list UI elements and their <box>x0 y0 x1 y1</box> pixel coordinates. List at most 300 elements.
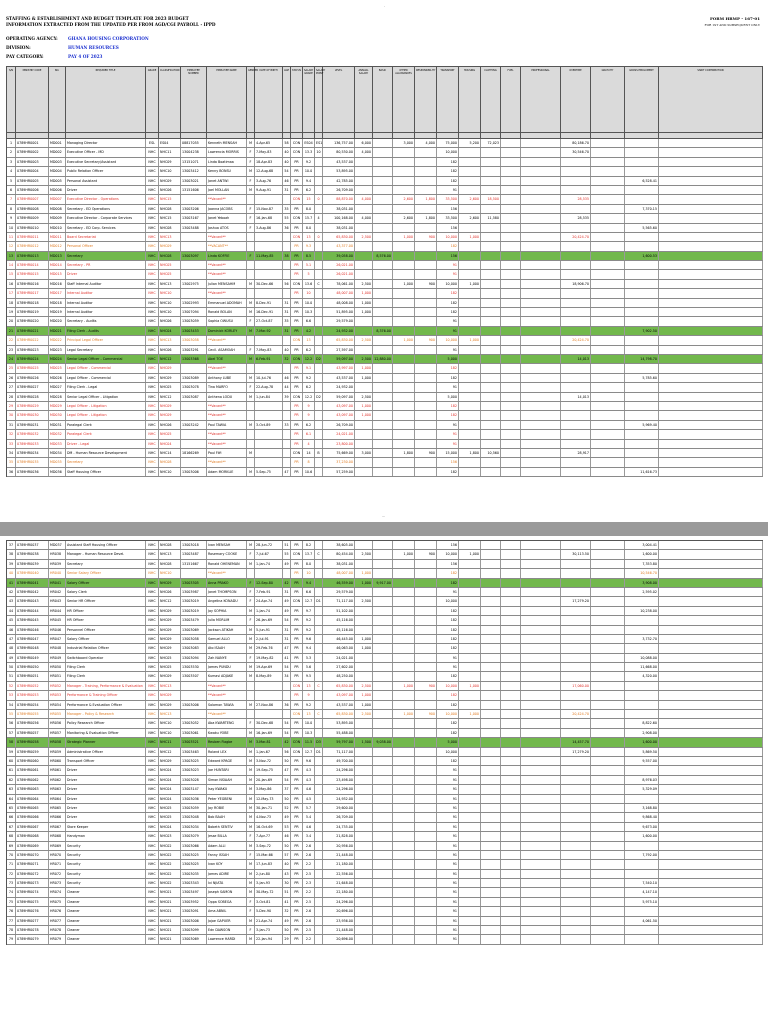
cell-name: Solomon TAWIA <box>207 701 247 709</box>
cell-name: Linda Boatimaa <box>207 158 247 166</box>
cell-no: MD037 <box>49 541 66 549</box>
cell-title: Filing Clerk <box>66 672 146 680</box>
cell-a5: 10,000 <box>437 748 459 756</box>
cell-no: MD013 <box>49 252 66 260</box>
table-row <box>7 550 763 559</box>
cell-salary: 80,454.00 <box>323 550 355 558</box>
cell-grade: NHC14 <box>159 449 181 457</box>
cell-cls: NHC <box>146 289 159 297</box>
cell-a7 <box>481 644 501 652</box>
cell-title: Security <box>66 870 146 878</box>
cell-dob <box>255 710 283 718</box>
cell-a5: 91 <box>437 823 459 831</box>
cell-cls: NHC <box>146 242 159 250</box>
cell-age: 44 <box>283 383 291 391</box>
cell-age: 37 <box>283 785 291 793</box>
cell-grade: NHC06 <box>159 588 181 596</box>
cell-a2 <box>373 804 393 812</box>
division-label: DIVISION: <box>6 45 31 50</box>
cell-age: 31 <box>283 299 291 307</box>
cell-blank2 <box>591 757 625 765</box>
cell-emp: 13003058 <box>181 336 207 344</box>
cell-t2 <box>625 393 659 401</box>
cell-a3 <box>393 776 415 784</box>
cell-a2 <box>373 729 393 737</box>
cell-a5: 10,000 <box>437 148 459 156</box>
cell-a5: 182 <box>437 289 459 297</box>
cell-salary: 42,785.00 <box>323 177 355 185</box>
cell-no: MD008 <box>49 205 66 213</box>
cell-a2: 9,917.00 <box>373 579 393 587</box>
cell-grade: NHC05 <box>159 804 181 812</box>
column-header: DATE OF BIRTH <box>255 67 283 132</box>
cell-a8 <box>501 449 521 457</box>
cell-t2 <box>625 766 659 774</box>
cell-salary: 24,735.00 <box>323 823 355 831</box>
cell-cls: NHC <box>146 233 159 241</box>
cell-cls: NHC <box>146 729 159 737</box>
cell-a3 <box>393 654 415 662</box>
cell-a6: 1,000 <box>459 336 481 344</box>
cell-blank1 <box>521 691 561 699</box>
cell-st: CON <box>291 148 303 156</box>
cell-code: 0789HR0031 <box>16 421 49 429</box>
cell-a3 <box>393 870 415 878</box>
cell-salary: 46,559.00 <box>323 579 355 587</box>
cell-g: M <box>247 560 255 568</box>
cell-a1 <box>355 167 373 175</box>
cell-emp: 13003521 <box>181 738 207 746</box>
cell-sg: 8.2 <box>303 541 315 549</box>
cell-g: M <box>247 635 255 643</box>
cell-a2 <box>373 795 393 803</box>
cell-a2 <box>373 364 393 372</box>
cell-title: Security <box>66 860 146 868</box>
cell-age: 50 <box>283 926 291 934</box>
cell-name: Aba KWARTENG <box>207 719 247 727</box>
cell-a4 <box>415 205 437 213</box>
cell-blank2 <box>591 738 625 746</box>
cell-a6 <box>459 588 481 596</box>
cell-a3 <box>393 823 415 831</box>
cell-salary: 20,696.00 <box>323 907 355 915</box>
cell-st: PR <box>291 701 303 709</box>
cell-g: F <box>247 851 255 859</box>
cell-a8 <box>501 233 521 241</box>
cell-blank1 <box>521 261 561 269</box>
cell-t3 <box>659 907 763 915</box>
cell-grade: NHC09 <box>159 701 181 709</box>
cell-n: 16 <box>7 280 16 288</box>
cell-grade: NHC06 <box>159 186 181 194</box>
cell-title: Executive Director - Corporate Services <box>66 214 146 222</box>
table-row <box>7 421 763 430</box>
cell-a8 <box>501 748 521 756</box>
cell-a7 <box>481 710 501 718</box>
cell-blank1 <box>521 327 561 335</box>
cell-salary: 22,180.00 <box>323 888 355 896</box>
cell-name: Ivan MENSAH <box>207 541 247 549</box>
cell-g: M <box>247 607 255 615</box>
cell-cls: NHC <box>146 663 159 671</box>
cell-t3 <box>659 308 763 316</box>
cell-a2 <box>373 148 393 156</box>
cell-st: PR <box>291 167 303 175</box>
cell-a6 <box>459 289 481 297</box>
cell-sp <box>315 421 323 429</box>
cell-g: M <box>247 541 255 549</box>
cell-dob: 1-Jan-67 <box>255 748 283 756</box>
cell-n: 2 <box>7 148 16 156</box>
cell-t3 <box>659 233 763 241</box>
cell-name: Reuben Fiagbe <box>207 738 247 746</box>
cell-a8 <box>501 719 521 727</box>
cell-t1: 18,906.70 <box>561 280 591 288</box>
table-row <box>7 776 763 785</box>
cell-name: Edn DAWSON <box>207 926 247 934</box>
cell-a3 <box>393 860 415 868</box>
cell-blank1 <box>521 158 561 166</box>
cell-emp <box>181 691 207 699</box>
cell-dob: 3-Aug-76 <box>255 177 283 185</box>
cell-salary: 24,296.00 <box>323 898 355 906</box>
cell-a4 <box>415 346 437 354</box>
table-row <box>7 449 763 458</box>
cell-name: Kenny BONSU <box>207 167 247 175</box>
cell-name: Jojoe GAPUER <box>207 917 247 925</box>
cell-t3 <box>659 701 763 709</box>
column-header: S/N <box>7 67 16 132</box>
cell-dob <box>255 449 283 457</box>
cell-grade: NHC12 <box>159 393 181 401</box>
cell-grade: NHC09 <box>159 644 181 652</box>
cell-t1 <box>561 588 591 596</box>
cell-grade: NHC12 <box>159 355 181 363</box>
cell-a6: 1,000 <box>459 233 481 241</box>
cell-sg: 13 <box>303 682 315 690</box>
cell-sg: 9.3 <box>303 242 315 250</box>
cell-grade: NHC09 <box>159 672 181 680</box>
agency-value: GHANA HOUSING CORPORATION <box>68 36 149 41</box>
cell-sp: B <box>315 449 323 457</box>
cell-emp <box>181 682 207 690</box>
cell-emp: 13003018 <box>181 541 207 549</box>
cell-blank2 <box>591 411 625 419</box>
cell-st: PR <box>291 364 303 372</box>
cell-grade: NHC09 <box>159 411 181 419</box>
cell-grade: NHC09 <box>159 242 181 250</box>
cell-sg: 8 <box>303 458 315 466</box>
cell-a2 <box>373 597 393 605</box>
cell-name: Zah NANYE <box>207 654 247 662</box>
cell-age: 56 <box>283 748 291 756</box>
cell-a7 <box>481 421 501 429</box>
cell-t2 <box>625 710 659 718</box>
cell-a4 <box>415 795 437 803</box>
cell-cls: NHC <box>146 177 159 185</box>
cell-a8 <box>501 766 521 774</box>
cell-a1 <box>355 588 373 596</box>
cell-blank1 <box>521 205 561 213</box>
cell-blank1 <box>521 289 561 297</box>
cell-a6 <box>459 870 481 878</box>
cell-a8 <box>501 550 521 558</box>
cell-st: PR <box>291 785 303 793</box>
cell-g: F <box>247 205 255 213</box>
cell-a8 <box>501 393 521 401</box>
cell-a8 <box>501 813 521 821</box>
cell-a7 <box>481 842 501 850</box>
cell-n: 6 <box>7 186 16 194</box>
cell-blank1 <box>521 299 561 307</box>
cell-t3 <box>659 898 763 906</box>
cell-sp: D2 <box>315 393 323 401</box>
cell-a6 <box>459 785 481 793</box>
cell-t2 <box>625 907 659 915</box>
cell-no: HR049 <box>49 654 66 662</box>
cell-a7 <box>481 233 501 241</box>
cell-sg: 9 <box>303 411 315 419</box>
cell-no: HR073 <box>49 879 66 887</box>
cell-t2: 2,595.02 <box>625 588 659 596</box>
cell-a1 <box>355 158 373 166</box>
cell-t1 <box>561 440 591 448</box>
cell-a8 <box>501 186 521 194</box>
cell-no: MD004 <box>49 167 66 175</box>
cell-salary: 46,063.00 <box>323 644 355 652</box>
cell-title: Secretary <box>66 560 146 568</box>
cell-emp: 13003097 <box>181 252 207 260</box>
cell-a8 <box>501 458 521 466</box>
cell-t2: 5,565.60 <box>625 224 659 232</box>
cell-age: 40 <box>283 860 291 868</box>
cell-a3 <box>393 468 415 476</box>
cell-a3 <box>393 626 415 634</box>
cell-t1 <box>561 224 591 232</box>
cell-code: 0789HR0078 <box>16 926 49 934</box>
table-row <box>7 402 763 411</box>
cell-emp <box>181 411 207 419</box>
cell-dob <box>255 270 283 278</box>
cell-sg: 10.6 <box>303 468 315 476</box>
cell-t1 <box>561 832 591 840</box>
cell-cls: NHC <box>146 842 159 850</box>
cell-g: M <box>247 935 255 943</box>
cell-cls: NHC <box>146 719 159 727</box>
cell-n: 28 <box>7 393 16 401</box>
cell-salary: 21,180.00 <box>323 860 355 868</box>
cell-a2 <box>373 458 393 466</box>
cell-a2 <box>373 167 393 175</box>
cell-g: M <box>247 860 255 868</box>
cell-a6 <box>459 383 481 391</box>
cell-age: 49 <box>283 813 291 821</box>
cell-a6 <box>459 167 481 175</box>
title-line-2: INFORMATION EXTRACTED FROM THE UPDATED PER FROM AGD/CGI PAYROLL - IPPD <box>6 22 216 27</box>
cell-name: Peter YEGBENI <box>207 795 247 803</box>
cell-g: M <box>247 449 255 457</box>
cell-g: F <box>247 597 255 605</box>
cell-name: Anthena LODU <box>207 393 247 401</box>
cell-t2 <box>625 280 659 288</box>
cell-a3 <box>393 440 415 448</box>
table-row <box>7 926 763 935</box>
cell-age: 54 <box>283 776 291 784</box>
cell-name: Ronald OHENEMAN <box>207 560 247 568</box>
cell-no: MD011 <box>49 233 66 241</box>
cell-t3 <box>659 616 763 624</box>
cell-a4 <box>415 374 437 382</box>
cell-title: Legal Officer - Litigation <box>66 402 146 410</box>
cell-t1: 80,186.70 <box>561 139 591 147</box>
cell-salary: 26,709.00 <box>323 186 355 194</box>
cell-a1 <box>355 242 373 250</box>
cell-a2 <box>373 907 393 915</box>
cell-t2: 9,557.00 <box>625 757 659 765</box>
cell-age <box>283 710 291 718</box>
cell-a8 <box>501 907 521 915</box>
cell-a5: 182 <box>437 158 459 166</box>
cell-t1: 20,424.70 <box>561 233 591 241</box>
cell-a5: 15,000 <box>437 449 459 457</box>
cell-blank1 <box>521 597 561 605</box>
cell-no: HR039 <box>49 560 66 568</box>
cell-title: Secretary - PR <box>66 261 146 269</box>
cell-sg: 4.3 <box>303 776 315 784</box>
cell-salary: 21,448.00 <box>323 926 355 934</box>
cell-t3 <box>659 355 763 363</box>
cell-blank2 <box>591 672 625 680</box>
cell-st: PR <box>291 729 303 737</box>
cell-a2 <box>373 776 393 784</box>
cell-a5: 33,500 <box>437 195 459 203</box>
cell-grade: NHC10 <box>159 299 181 307</box>
cell-salary: 29,579.00 <box>323 588 355 596</box>
cell-t2 <box>625 242 659 250</box>
cell-a7 <box>481 224 501 232</box>
cell-t3 <box>659 635 763 643</box>
cell-sg: 9.2 <box>303 701 315 709</box>
cell-a1: 2,500 <box>355 710 373 718</box>
cell-grade: NHC02 <box>159 851 181 859</box>
cell-emp: 13003034 <box>181 823 207 831</box>
cell-a8 <box>501 148 521 156</box>
cell-a8 <box>501 289 521 297</box>
cell-t3 <box>659 917 763 925</box>
cell-cls: NHC <box>146 766 159 774</box>
cell-salary: 43,097.00 <box>323 402 355 410</box>
cell-t2 <box>625 842 659 850</box>
cell-code: 0789HR0033 <box>16 440 49 448</box>
column-header: ANNUAL SALARY <box>355 67 373 132</box>
column-number-cell <box>393 133 415 138</box>
cell-name: Samuel ALLO <box>207 635 247 643</box>
cell-a5: 182 <box>437 242 459 250</box>
cell-a5: 91 <box>437 785 459 793</box>
cell-name: Abel TOE <box>207 355 247 363</box>
cell-sp: D1 <box>315 748 323 756</box>
cell-t2 <box>625 214 659 222</box>
cell-sp <box>315 177 323 185</box>
cell-a4 <box>415 383 437 391</box>
cell-a8 <box>501 167 521 175</box>
cell-a3 <box>393 167 415 175</box>
cell-a7 <box>481 813 501 821</box>
cell-blank2 <box>591 560 625 568</box>
cell-sg: 4.2 <box>303 327 315 335</box>
cell-cls: NHC <box>146 682 159 690</box>
cell-sg: 13.7 <box>303 550 315 558</box>
cell-a5: 91 <box>437 421 459 429</box>
cell-grade: NHC04 <box>159 776 181 784</box>
cell-age: 31 <box>283 626 291 634</box>
column-header: STATUS <box>291 67 303 132</box>
cell-a4 <box>415 719 437 727</box>
table-row <box>7 879 763 888</box>
cell-g: F <box>247 383 255 391</box>
cell-grade: NHC05 <box>159 270 181 278</box>
cell-t1 <box>561 458 591 466</box>
cell-blank1 <box>521 346 561 354</box>
cell-name: **VACANT** <box>207 242 247 250</box>
table-row <box>7 823 763 832</box>
cell-a5: 91 <box>437 879 459 887</box>
cell-t1 <box>561 888 591 896</box>
cell-a5: 91 <box>437 766 459 774</box>
cell-blank2 <box>591 879 625 887</box>
cell-t3 <box>659 289 763 297</box>
cell-st: PR <box>291 242 303 250</box>
cell-a5: 91 <box>437 588 459 596</box>
cell-no: MD006 <box>49 186 66 194</box>
cell-grade: NHC01 <box>159 935 181 943</box>
column-number-cell <box>181 133 207 138</box>
cell-grade: NHC10 <box>159 308 181 316</box>
cell-cls: NHC <box>146 597 159 605</box>
cell-grade: NHC13 <box>159 710 181 718</box>
cell-code: 0789HR0007 <box>16 195 49 203</box>
cell-dob <box>255 261 283 269</box>
table-row <box>7 719 763 728</box>
cell-emp: 13003507 <box>181 672 207 680</box>
cell-emp <box>181 364 207 372</box>
cell-dob: 2-Jun-80 <box>255 870 283 878</box>
cell-sp: C <box>315 682 323 690</box>
cell-a3 <box>393 635 415 643</box>
cell-a7 <box>481 851 501 859</box>
cell-sg: 4 <box>303 440 315 448</box>
cell-n: 3 <box>7 158 16 166</box>
cell-t3 <box>659 167 763 175</box>
cell-n: 17 <box>7 289 16 297</box>
table-row <box>7 682 763 691</box>
cell-title: Executive Director - Operations <box>66 195 146 203</box>
cell-emp: 13003069 <box>181 626 207 634</box>
cell-name: Janet Yeboah <box>207 214 247 222</box>
cell-a7 <box>481 888 501 896</box>
cell-t3 <box>659 458 763 466</box>
cell-a4 <box>415 242 437 250</box>
cell-age: 41 <box>283 654 291 662</box>
cell-grade: NHC09 <box>159 607 181 615</box>
table-row <box>7 860 763 869</box>
cell-a5: 182 <box>437 635 459 643</box>
cell-st: PR <box>291 719 303 727</box>
column-header: LEVEL <box>323 67 355 132</box>
cell-g: M <box>247 870 255 878</box>
cell-a5: 91 <box>437 186 459 194</box>
cell-no: HR066 <box>49 813 66 821</box>
